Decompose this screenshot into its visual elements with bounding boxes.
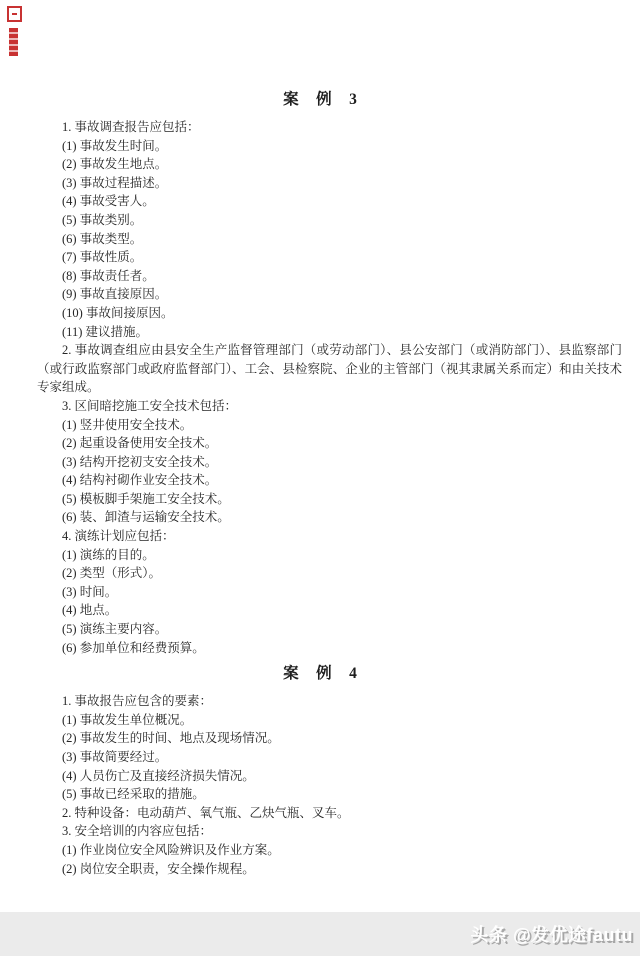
red-seal-icon	[7, 6, 22, 22]
paragraph-line: (11) 建议措施。	[62, 324, 148, 339]
paragraph-line: 2. 特种设备：电动葫芦、氧气瓶、乙炔气瓶、叉车。	[62, 805, 350, 820]
paragraph-line: 3. 区间暗挖施工安全技术包括：	[62, 398, 238, 413]
paragraph-line: (7) 事故性质。	[62, 250, 143, 265]
paragraph-line: (5) 事故已经采取的措施。	[62, 787, 205, 802]
paragraph-line: (9) 事故直接原因。	[62, 287, 168, 302]
paragraph-line: (2) 岗位安全职责，安全操作规程。	[62, 861, 255, 876]
paragraph-line: (4) 地点。	[62, 603, 118, 618]
paragraph-line: (1) 作业岗位安全风险辨识及作业方案。	[62, 842, 280, 857]
paragraph-line: (6) 事故类型。	[62, 231, 143, 246]
paragraph-line: (6) 参加单位和经费预算。	[62, 640, 205, 655]
red-ribbon-icon	[9, 28, 18, 56]
paragraph-line: 1. 事故报告应包含的要素：	[62, 694, 213, 709]
paragraph-line: 1. 事故调查报告应包括：	[62, 120, 200, 134]
paragraph-line: (4) 人员伤亡及直接经济损失情况。	[62, 768, 255, 783]
paragraph-line: (10) 事故间接原因。	[62, 305, 174, 320]
paragraph-line: (3) 事故简要经过。	[62, 750, 168, 764]
paragraph-line: 4. 演练计划应包括：	[62, 529, 175, 544]
watermark-band	[0, 912, 640, 956]
paragraph-line: (3) 结构开挖初支安全技术。	[62, 454, 218, 469]
paragraph-line: (1) 事故发生单位概况。	[62, 712, 193, 727]
paragraph-line: (4) 事故受害人。	[62, 194, 155, 209]
paragraph-line: (5) 模板脚手架施工安全技术。	[62, 491, 230, 506]
paragraph-line: (1) 竖井使用安全技术。	[62, 417, 193, 432]
paragraph-line: (5) 演练主要内容。	[62, 622, 168, 637]
section-title: 案 例 3	[283, 91, 358, 108]
paragraph-line: (4) 结构衬砌作业安全技术。	[62, 473, 218, 488]
paragraph-line: (6) 装、卸渣与运输安全技术。	[62, 510, 230, 525]
paragraph-line: (1) 演练的目的。	[62, 547, 155, 562]
red-stamp-marks	[7, 6, 23, 58]
paragraph-line: 2. 事故调查组应由县安全生产监督管理部门（或劳动部门）、县公安部门（或消防部门）、县监察部门（或行政监察部门或政府监督部门）、工会、县检察院、企业的主管部门（视其隶属关系而定）和由关技术专家组成。	[37, 343, 622, 395]
watermark-text: 头条 @发优途fautu	[470, 925, 633, 945]
paragraph-line: (2) 事故发生的时间、地点及现场情况。	[62, 731, 280, 746]
paragraph-line: (8) 事故责任者。	[62, 268, 155, 283]
paragraph-line: (2) 类型（形式）。	[62, 566, 161, 581]
paragraph-line: (5) 事故类别。	[62, 212, 143, 227]
paragraph-line: (2) 起重设备使用安全技术。	[62, 436, 218, 451]
paragraph-line: (1) 事故发生时间。	[62, 138, 168, 153]
section-title: 案 例 4	[283, 665, 358, 683]
paragraph-line: 3. 安全培训的内容应包括：	[62, 824, 213, 839]
paragraph-line: (3) 事故过程描述。	[62, 175, 168, 190]
paragraph-line: (3) 时间。	[62, 584, 118, 599]
paragraph-line: (2) 事故发生地点。	[62, 157, 168, 172]
